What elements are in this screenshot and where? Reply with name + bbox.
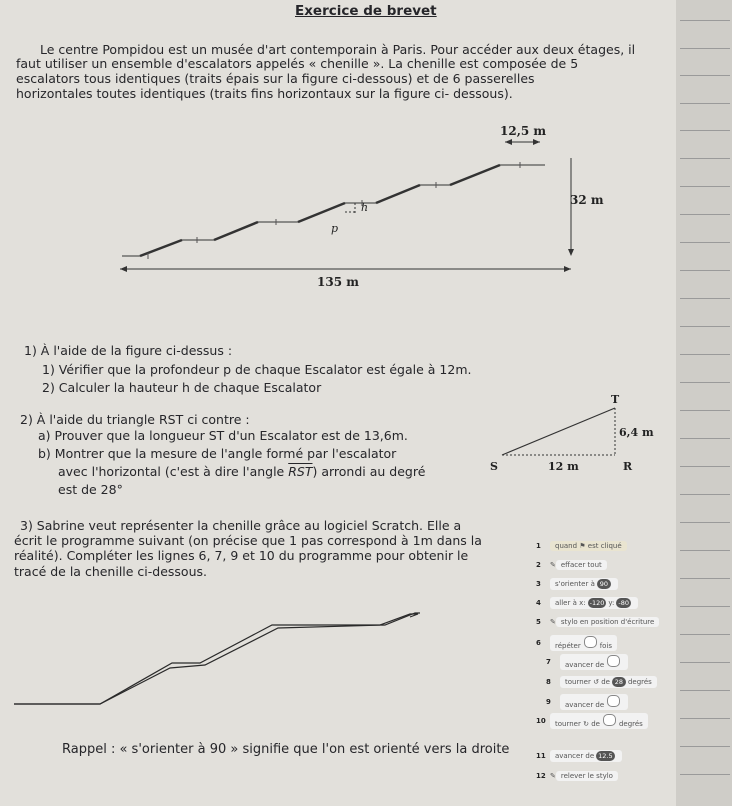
intro-line: horizontales toutes identiques (traits fins horizontaux sur la figure ci- dessous). bbox=[16, 86, 513, 101]
pen-icon: ✎ bbox=[550, 772, 556, 780]
chenille-drawing bbox=[0, 600, 530, 720]
pen-up-block: relever le stylo bbox=[556, 771, 618, 781]
rotate-left-icon: ↺ bbox=[593, 678, 599, 686]
q3-line: 3) Sabrine veut représenter la chenille grâce au logiciel Scratch. Elle a bbox=[20, 518, 462, 533]
scratch-line-2 bbox=[536, 557, 607, 573]
line-number: 9 bbox=[546, 698, 551, 706]
q2-item: est de 28° bbox=[58, 482, 123, 497]
block-text: avancer de bbox=[565, 661, 605, 669]
block-text: est cliqué bbox=[587, 542, 622, 550]
block-text: tourner bbox=[555, 720, 581, 728]
x-value: -120 bbox=[589, 599, 605, 607]
p-label: p bbox=[331, 222, 339, 235]
top-width-label: 12,5 m bbox=[500, 124, 547, 138]
when-clicked-block: quand ⚑ est cliqué bbox=[550, 541, 627, 551]
repeat-block bbox=[550, 635, 617, 651]
clear-block: effacer tout bbox=[556, 560, 607, 570]
block-text: tourner bbox=[565, 678, 591, 686]
scratch-line-4 bbox=[536, 595, 638, 611]
turn-degrees-input[interactable] bbox=[603, 714, 616, 726]
q1-heading: 1) À l'aide de la figure ci-dessus : bbox=[24, 343, 233, 358]
vertex-s: S bbox=[490, 460, 498, 473]
scratch-line-5 bbox=[536, 614, 659, 630]
scratch-line-10 bbox=[536, 713, 648, 729]
rappel-text: Rappel : « s'orienter à 90 » signifie que l'on est orienté vers la droite bbox=[62, 742, 510, 757]
block-text: s'orienter à bbox=[555, 580, 595, 588]
line-number: 3 bbox=[536, 580, 541, 588]
line-number: 1 bbox=[536, 542, 541, 550]
turn-block bbox=[560, 676, 657, 688]
vertex-r: R bbox=[623, 460, 633, 473]
move-block bbox=[550, 750, 622, 762]
pen-icon: ✎ bbox=[550, 618, 556, 626]
line-number: 12 bbox=[536, 772, 546, 780]
block-text: avancer de bbox=[565, 701, 605, 709]
move-block bbox=[560, 654, 628, 670]
move-block bbox=[560, 694, 628, 710]
q2-item: b) Montrer que la mesure de l'angle formé par l'escalator bbox=[38, 446, 397, 461]
notebook-edge bbox=[676, 0, 732, 806]
triangle-rst bbox=[480, 390, 670, 490]
point-direction-block bbox=[550, 578, 618, 590]
intro-line: Le centre Pompidou est un musée d'art contemporain à Paris. Pour accéder aux deux étages, il bbox=[40, 42, 636, 57]
turn-block bbox=[550, 713, 648, 729]
chenille-figure bbox=[0, 0, 676, 300]
block-text: degrés bbox=[618, 720, 643, 728]
q3-line: tracé de la chenille ci-dessous. bbox=[14, 564, 207, 579]
move-steps-input[interactable] bbox=[607, 695, 620, 707]
goto-block bbox=[550, 597, 638, 609]
scratch-line-8 bbox=[546, 674, 657, 690]
rotate-right-icon: ↻ bbox=[583, 720, 589, 728]
intro-line: faut utiliser un ensemble d'escalators appelés « chenille ». La chenille est composée de 5 bbox=[16, 56, 579, 71]
line-number: 6 bbox=[536, 639, 541, 647]
side-vertical-label: 6,4 m bbox=[619, 426, 654, 439]
q2-heading: 2) À l'aide du triangle RST ci contre : bbox=[20, 412, 250, 427]
line-number: 7 bbox=[546, 658, 551, 666]
line-number: 11 bbox=[536, 752, 546, 760]
q3-line: écrit le programme suivant (on précise que 1 pas correspond à 1m dans la bbox=[14, 533, 482, 548]
height-label: 32 m bbox=[570, 193, 604, 207]
pen-icon: ✎ bbox=[550, 561, 556, 569]
angle-label: $\overline{RST}$ bbox=[288, 464, 313, 479]
scratch-line-11 bbox=[536, 748, 622, 764]
move-steps-input[interactable] bbox=[607, 655, 620, 667]
scratch-line-6 bbox=[536, 635, 617, 651]
page-title: Exercice de brevet bbox=[295, 3, 437, 19]
y-value: -80 bbox=[618, 599, 629, 607]
block-text: aller à x: bbox=[555, 599, 586, 607]
h-label: h bbox=[361, 201, 369, 214]
direction-value: 90 bbox=[597, 579, 611, 589]
q1-item: 1) Vérifier que la profondeur p de chaque Escalator est égale à 12m. bbox=[42, 362, 472, 377]
scratch-line-12 bbox=[536, 768, 618, 784]
scratch-line-3 bbox=[536, 576, 618, 592]
q2-text: avec l'horizontal (c'est à dire l'angle bbox=[58, 464, 289, 479]
line-number: 5 bbox=[536, 618, 541, 626]
block-text: fois bbox=[599, 642, 613, 650]
move-steps-value: 12.5 bbox=[598, 752, 613, 760]
total-width-label: 135 m bbox=[317, 275, 359, 289]
line-number: 10 bbox=[536, 717, 546, 725]
block-text: répéter bbox=[555, 642, 581, 650]
intro-line: escalators tous identiques (traits épais sur la figure ci-dessous) et de 6 passerelles bbox=[16, 71, 535, 86]
scratch-line-7 bbox=[546, 654, 628, 670]
block-text: avancer de bbox=[555, 752, 595, 760]
block-text: degrés bbox=[627, 678, 652, 686]
q2-item: a) Prouver que la longueur ST d'un Escalator est de 13,6m. bbox=[38, 428, 408, 443]
side-horizontal-label: 12 m bbox=[548, 460, 579, 473]
line-number: 8 bbox=[546, 678, 551, 686]
q2-text: ) arrondi au degré bbox=[312, 464, 426, 479]
turn-degrees-value: 28 bbox=[612, 677, 626, 687]
scratch-line-9 bbox=[546, 694, 628, 710]
q2-item bbox=[58, 464, 425, 479]
block-text: de bbox=[591, 720, 600, 728]
pen-down-block: stylo en position d'écriture bbox=[556, 617, 659, 627]
q3-line: réalité). Compléter les lignes 6, 7, 9 et 10 du programme pour obtenir le bbox=[14, 548, 469, 563]
scratch-line-1 bbox=[536, 538, 627, 554]
repeat-count-input[interactable] bbox=[584, 636, 597, 648]
block-text: y: bbox=[608, 599, 615, 607]
q1-item: 2) Calculer la hauteur h de chaque Escalator bbox=[42, 380, 322, 395]
line-number: 2 bbox=[536, 561, 541, 569]
line-number: 4 bbox=[536, 599, 541, 607]
block-text: quand bbox=[555, 542, 578, 550]
vertex-t: T bbox=[611, 393, 620, 406]
block-text: de bbox=[601, 678, 610, 686]
